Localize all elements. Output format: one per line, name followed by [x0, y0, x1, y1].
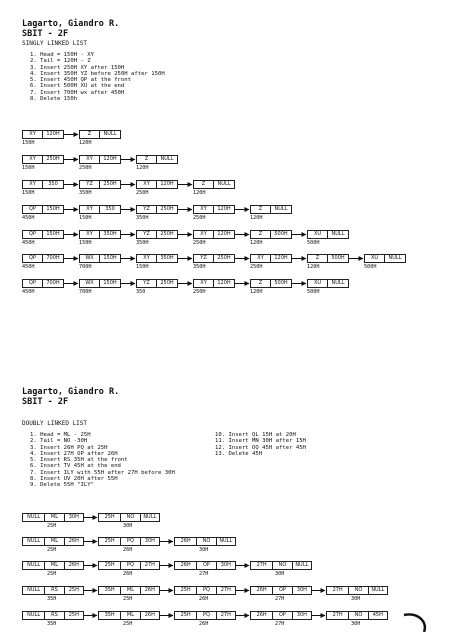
node-field: ML	[44, 514, 63, 521]
node-address: 250H	[79, 165, 92, 171]
node-field: 27H	[256, 562, 267, 568]
node-field: Z	[258, 231, 263, 237]
node-address: 350H	[136, 240, 149, 246]
node-field: YZ	[143, 206, 150, 212]
node-field: NULL	[327, 280, 348, 287]
dll-step: 1. Head = ML - 25H	[30, 432, 91, 438]
node-field: 150H	[99, 280, 120, 287]
node-field: 250H	[213, 255, 234, 262]
node-address: 120H	[250, 240, 263, 246]
node-field: RS	[44, 587, 63, 594]
node-address: 150H	[79, 240, 92, 246]
dll-step: 10. Insert QL 15H at 20H	[215, 432, 296, 438]
node-field: WX	[85, 280, 94, 286]
node-field: NO	[348, 612, 367, 619]
node-address: 250H	[193, 215, 206, 221]
node-address: 350H	[136, 215, 149, 221]
node-address: 250H	[136, 190, 149, 196]
node-field: XU	[370, 255, 379, 261]
node-field: 30H	[216, 562, 235, 569]
node-field: 26H	[140, 612, 159, 619]
node-field: Z	[258, 280, 263, 286]
node-address: 500H	[307, 240, 320, 246]
node-field: 120H	[156, 181, 177, 188]
node-field: 250H	[42, 156, 63, 163]
node-address: 250H	[250, 264, 263, 270]
node-field: NO	[348, 587, 367, 594]
node-field: 25H	[180, 587, 191, 593]
node-field: NULL	[140, 514, 159, 521]
node-field: 25H	[104, 514, 115, 520]
node-field: XY	[200, 231, 207, 237]
node-field: YZ	[200, 255, 207, 261]
node-field: 27H	[216, 587, 235, 594]
node-field: XY	[257, 255, 264, 261]
dll-author: Lagarto, Giandro R.	[22, 387, 120, 397]
node-field: Z	[315, 255, 320, 261]
node-field: NULL	[270, 206, 291, 213]
node-field: 700H	[42, 255, 63, 262]
node-address: 450H	[22, 240, 35, 246]
node-field: OP	[196, 562, 215, 569]
node-field: 26H	[140, 587, 159, 594]
node-address: 450H	[22, 264, 35, 270]
node-field: NO	[272, 562, 291, 569]
node-field: XY	[86, 231, 93, 237]
node-field: 500H	[270, 231, 291, 238]
node-address: 30H	[199, 547, 209, 553]
node-field: 30H	[64, 514, 83, 521]
node-field: XY	[143, 255, 150, 261]
node-field: 350	[99, 206, 120, 213]
node-field: QP	[29, 255, 36, 261]
sll-step: 3. Insert 250H XY after 150H	[30, 64, 125, 71]
node-field: PQ	[196, 612, 215, 619]
dll-step: 6. Insert TV 45H at the end	[30, 463, 121, 470]
node-field: NULL	[27, 514, 41, 520]
node-address: 120H	[136, 165, 149, 171]
node-field: NULL	[384, 255, 405, 262]
node-field: 30H	[292, 612, 311, 619]
node-field: 150H	[42, 206, 63, 213]
node-field: ML	[44, 562, 63, 569]
node-address: 150H	[22, 190, 35, 196]
node-field: 27H	[216, 612, 235, 619]
dll-step: 5. Insert RS 35H at the front	[30, 457, 128, 464]
sll-subtitle: SINGLY LINKED LIST	[22, 40, 88, 47]
node-address: 120H	[193, 190, 206, 196]
node-field: 500H	[270, 280, 291, 287]
node-field: OP	[272, 612, 291, 619]
node-field: 120H	[42, 131, 63, 138]
node-address: 26H	[123, 547, 133, 553]
node-field: ML	[120, 587, 139, 594]
node-address: 150H	[136, 264, 149, 270]
node-address: 500H	[307, 289, 320, 295]
node-field: QP	[29, 280, 36, 286]
node-field: 120H	[270, 255, 291, 262]
node-address: 27H	[275, 596, 285, 602]
node-address: 25H	[47, 571, 57, 577]
sll-step: 1. Head = 150H - XY	[30, 52, 94, 58]
dll-step: 9. Delete 55H "ILY"	[30, 482, 94, 489]
dll-step: 12. Insert OQ 45H after 45H	[215, 444, 306, 451]
node-address: 25H	[47, 523, 57, 529]
node-field: 120H	[213, 231, 234, 238]
node-field: 26H	[180, 538, 191, 544]
node-field: NULL	[27, 587, 41, 593]
node-address: 700H	[79, 264, 92, 270]
node-field: 26H	[256, 587, 267, 593]
sll-step: 5. Insert 450H QP at the front	[30, 77, 132, 84]
node-field: PQ	[196, 587, 215, 594]
node-field: NULL	[216, 538, 235, 545]
node-address: 25H	[123, 621, 133, 627]
node-address: 26H	[199, 621, 209, 627]
dll-step: 13. Delete 45H	[215, 450, 263, 457]
node-field: PQ	[120, 538, 139, 545]
node-field: ML	[44, 538, 63, 545]
node-field: WX	[85, 255, 94, 261]
node-field: YZ	[86, 181, 93, 187]
node-field: 25H	[64, 587, 83, 594]
node-field: NULL	[27, 612, 41, 618]
node-address: 150H	[79, 215, 92, 221]
node-address: 35H	[47, 621, 57, 627]
node-field: XY	[29, 156, 36, 162]
node-address: 150H	[22, 165, 35, 171]
node-address: 35H	[47, 596, 57, 602]
node-field: ML	[120, 612, 139, 619]
node-field: XU	[313, 280, 322, 286]
node-field: 35H	[104, 587, 115, 593]
node-field: 250H	[156, 206, 177, 213]
sll-step: 6. Insert 500H XU at the end	[30, 83, 125, 90]
node-field: 27H	[332, 612, 343, 618]
sll-author: Lagarto, Giandro R.	[22, 19, 120, 29]
node-address: 120H	[250, 289, 263, 295]
node-field: Z	[144, 156, 149, 162]
sll-step: 4. Insert 350H YZ before 250H after 150H	[30, 70, 165, 77]
node-field: NULL	[213, 181, 234, 188]
node-address: 120H	[307, 264, 320, 270]
node-address: 26H	[199, 596, 209, 602]
node-field: QP	[29, 231, 36, 237]
node-field: YZ	[143, 280, 150, 286]
node-field: XU	[313, 231, 322, 237]
dll-step: 4. Insert 27H OP after 26H	[30, 450, 118, 457]
node-field: 150H	[42, 231, 63, 238]
node-address: 150H	[22, 140, 35, 146]
node-address: 700H	[79, 289, 92, 295]
node-address: 25H	[47, 547, 57, 553]
node-field: NULL	[156, 156, 177, 163]
node-field: 350	[42, 181, 63, 188]
node-field: Z	[201, 181, 206, 187]
node-field: 350H	[99, 231, 120, 238]
node-field: NULL	[27, 562, 41, 568]
node-field: RS	[44, 612, 63, 619]
node-address: 27H	[199, 571, 209, 577]
dll-section: SBIT - 2F	[22, 397, 69, 407]
node-field: QP	[29, 206, 36, 212]
node-address: 26H	[123, 571, 133, 577]
sll-step: 8. Delete 150h	[30, 96, 78, 103]
node-address: 30H	[351, 596, 361, 602]
node-field: OP	[272, 587, 291, 594]
node-address: 120H	[250, 215, 263, 221]
dll-step: 8. Insert UV 20H after 55H	[30, 476, 118, 483]
node-field: XY	[86, 206, 93, 212]
node-field: NULL	[27, 538, 41, 544]
node-field: 150H	[99, 255, 120, 262]
node-field: XY	[29, 181, 36, 187]
node-field: 25H	[64, 612, 83, 619]
node-field: 250H	[156, 280, 177, 287]
node-address: 350	[136, 289, 146, 295]
node-address: 450H	[22, 215, 35, 221]
node-field: XY	[86, 156, 93, 162]
node-field: NULL	[99, 131, 120, 138]
node-field: 35H	[104, 612, 115, 618]
node-field: NO	[196, 538, 215, 545]
node-field: PQ	[120, 562, 139, 569]
node-field: 25H	[104, 538, 115, 544]
node-field: 25H	[180, 612, 191, 618]
node-address: 27H	[275, 621, 285, 627]
node-field: XY	[200, 206, 207, 212]
node-address: 30H	[351, 621, 361, 627]
node-address: 250H	[193, 240, 206, 246]
node-field: 120H	[213, 280, 234, 287]
node-address: 350H	[79, 190, 92, 196]
node-address: 250H	[193, 289, 206, 295]
dll-step: 11. Insert MN 30H after 15H	[215, 438, 306, 445]
sll-step: 7. Insert 700H wx after 450H	[30, 89, 125, 96]
node-address: 120H	[79, 140, 92, 146]
node-field: 25H	[104, 562, 115, 568]
node-field: 120H	[99, 156, 120, 163]
node-field: 120H	[213, 206, 234, 213]
sll-step: 2. Tail = 120H - Z	[30, 58, 91, 65]
dll-step: 7. Insert ILY with 55H after 27H before 30H	[30, 469, 175, 476]
node-field: 27H	[332, 587, 343, 593]
node-field: 27H	[140, 562, 159, 569]
node-field: 26H	[256, 612, 267, 618]
node-field: 250H	[99, 181, 120, 188]
node-field: 45H	[368, 612, 387, 619]
node-field: XY	[200, 280, 207, 286]
node-field: NULL	[292, 562, 311, 569]
node-field: 26H	[64, 562, 83, 569]
dll-step: 2. Tail = NO -30H	[30, 438, 88, 445]
node-field: 26H	[180, 562, 191, 568]
node-address: 450H	[22, 289, 35, 295]
node-field: 250H	[156, 231, 177, 238]
node-field: Z	[258, 206, 263, 212]
node-address: 30H	[123, 523, 133, 529]
node-address: 500H	[364, 264, 377, 270]
node-field: 30H	[292, 587, 311, 594]
node-field: 30H	[140, 538, 159, 545]
node-field: NULL	[327, 231, 348, 238]
node-field: Z	[87, 131, 92, 137]
dll-subtitle: DOUBLY LINKED LIST	[22, 420, 88, 427]
node-address: 25H	[123, 596, 133, 602]
node-address: 30H	[275, 571, 285, 577]
dll-step: 3. Insert 26H PQ at 25H	[30, 444, 108, 451]
node-field: 350H	[156, 255, 177, 262]
node-field: 700H	[42, 280, 63, 287]
node-field: NULL	[368, 587, 387, 594]
node-address: 350H	[193, 264, 206, 270]
node-field: YZ	[143, 231, 150, 237]
node-field: 500H	[327, 255, 348, 262]
node-field: XY	[29, 131, 36, 137]
node-field: XY	[143, 181, 150, 187]
pointer-arrow	[404, 614, 425, 632]
node-field: NO	[120, 514, 139, 521]
sll-section: SBIT - 2F	[22, 29, 69, 39]
node-field: 26H	[64, 538, 83, 545]
